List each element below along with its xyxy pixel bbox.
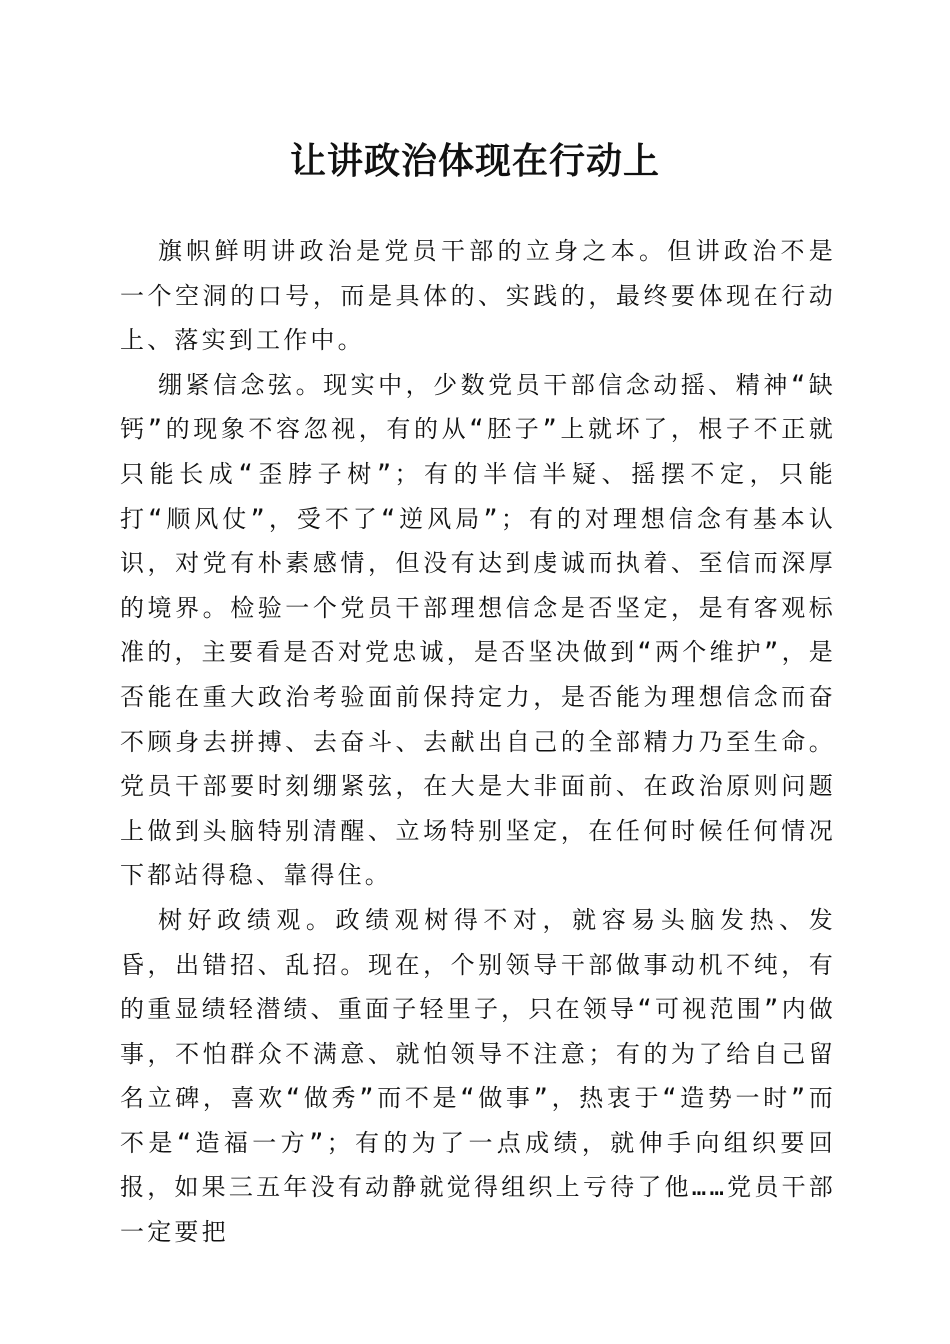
paragraph-intro: 旗帜鲜明讲政治是党员干部的立身之本。但讲政治不是一个空洞的口号，而是具体的、实践的，最终要体现在行动上、落实到工作中。	[120, 237, 836, 355]
paragraph-performance: 树好政绩观。政绩观树得不对，就容易头脑发热、发昏，出错招、乱招。现在，个别领导干部做事动机不纯，有的重显绩轻潜绩、重面子轻里子，只在领导“可视范围”内做事，不怕群众不满意、就怕领导不注意；有的为了给自己留名立碑，喜欢“做秀”而不是“做事”，热衷于“造势一时”而不是“造福一方”；有的为了一点成绩，就伸手向组织要回报，如果三五年没有动静就觉得组织上亏待了他……党员干部一定要把	[120, 905, 836, 1247]
document-title: 让讲政治体现在行动上	[289, 140, 660, 182]
paragraph-belief: 绷紧信念弦。现实中，少数党员干部信念动摇、精神“缺钙”的现象不容忽视，有的从“胚子”上就坏了，根子不正就只能长成“歪脖子树”；有的半信半疑、摇摆不定，只能打“顺风仗”，受不了“逆风局”；有的对理想信念有基本认识，对党有朴素感情，但没有达到虔诚而执着、至信而深厚的境界。检验一个党员干部理想信念是否坚定，是有客观标准的，主要看是否对党忠诚，是否坚决做到“两个维护”，是否能在重大政治考验面前保持定力，是否能为理想信念而奋不顾身去拼搏、去奋斗、去献出自己的全部精力乃至生命。党员干部要时刻绷紧弦，在大是大非面前、在政治原则问题上做到头脑特别清醒、立场特别坚定，在任何时候任何情况下都站得稳、靠得住。	[120, 370, 836, 890]
document-body	[120, 229, 836, 1255]
